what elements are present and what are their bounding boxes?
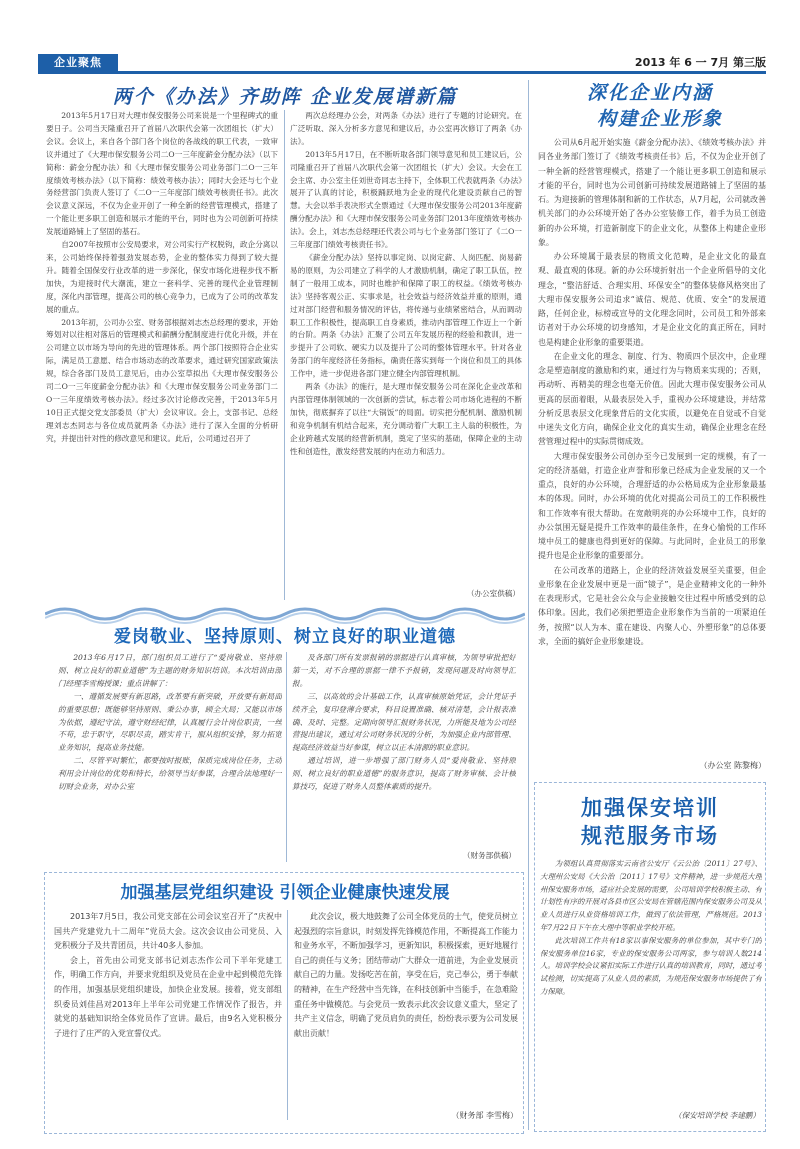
article1-col1-paragraph: 2013年初，公司办公室、财务部根据刘志杰总经理的要求，开始筹划对以往相对落后的管理模式和薪酬分配制度进行优化升级，并在公司建立以市场为导向的先进的管理体系。两个部门按照符合企业实际，满足员工意愿、结合市场动态的改革要求，通过研究国家政策法规，综合各部门及员工意见后，由办公室草拟出《大理市保安服务公司二O一三年度薪金分配办法》和《大理市保安服务公司业务部门二O一三年度绩效考核办法》。经过多次讨论修改完善，于2013年5月10日正式提交党支部委员（扩大）会议审议。会上，支部书记、总经理刘志杰同志与各位成员就两条《办法》进行了深入全面的分析研究，并提出针对性的修改意见和建议。此后，公司通过召开了	[46, 317, 278, 443]
article1-title: 两个《办法》齐助阵 企业发展谱新篇	[112, 86, 458, 108]
section-tag: 企业聚焦	[38, 54, 118, 72]
wave-divider	[45, 600, 525, 624]
article5-paragraph: 此次培训工作共有18家以事保安服务的单位参加，其中专门的保安服务单位16家，专业的保安服务公司两家，参与培训人数214人。培训学校会议紧扣实际工作进行认真的培训教育，同时，通过考试检测，切实提高了从业人员的素质，为规范保安服务市场提供了有力保障。	[540, 935, 762, 996]
article2-col1-paragraph: 一、遵循发展要有新思路，改革要有新突破，开放要有新局面的重要思想；既能够坚持原则、秉公办事，顾全大局；又能以市场为依据，遵纪守法，遵守财经纪律，认真履行会计岗位职责，一丝不苟，忠于职守，尽职尽责，踏实肯干，服从组织安排，努力拓宽业务知识，提高业务技能。	[58, 691, 282, 753]
article1-col2	[290, 110, 522, 590]
article4-title-line2: 构建企业形象	[596, 108, 723, 130]
article4-paragraph: 大理市保安服务公司创办至今已发展到一定的规模，有了一定的经济基础，打造企业声誉和形象已经成为企业发展的又一个重点，良好的办公环境，合理舒适的办公格局成为企业形象最基本的体现。同时，办公环境的优化对提高公司员工的工作积极性和工作效率有很大帮助。在宽敞明亮的办公环境中工作，良好的办公氛围无疑是提升工作效率的最佳条件，在身心愉悦的工作环境中员工的健康也得到更好的保障。与此同时，企业员工的形象提升也是企业形象的重要部分。	[538, 451, 766, 561]
article1-col2-paragraph: 2013年5月17日，在不断听取各部门领导意见和员工建议后，公司隆重召开了首届八次职代会第一次团组长（扩大）会议。大会在工会主席、办公室主任刘世奇同志主持下，全体职工代表就两条《办法》展开了认真的讨论，积极踊跃地为企业的现代化建设贡献自己的智慧。大会以举手表决形式全票通过《大理市保安服务公司2013年度薪酬分配办法》和《大理市保安服务公司业务部门2013年度绩效考核办法》。会上，刘志杰总经理还代表公司与七个业务部门签订了《二O一三年度部门绩效考核责任书》。	[290, 149, 522, 250]
column-divider	[284, 110, 285, 600]
issue-date: 2013 年 6 一 7月 第三版	[634, 56, 766, 69]
article4-paragraph: 公司从6月起开始实施《薪金分配办法》、《绩效考核办法》并同各业务部门签订了《绩效考核责任书》后，不仅为企业开创了一种全新的经营管理模式，搭建了一个能让更多职工创造和展示才能的平台，同时也为公司创新可持续发展道路铺上了坚固的基石。为迎接新的管理体制和新的工作状态，从7月起，公司就改善机关部门的办公环境开始了各办公室装修工作，着手为员工创造新的办公环境，打造新制度下的企业文化，从整体上构建企业形象。	[538, 138, 766, 247]
article4-paragraph: 在企业文化的理念、制度、行为、物质四个层次中，企业理念是塑造制度的激励和约束，通过行为与物质来实现的；否则，再动听、再精美的理念也毫无价值。因此大理市保安服务公司从更高的层面着眼，从最表层处入手，重视办公环境建设，并结常分析反思表层文化现象背后的文化实质，以避免在自觉或不自觉中迷失文化方向，确保企业文化的真实生动，确保企业理念在经营管理过程中的实际贯彻成效。	[538, 351, 766, 447]
article3-col1-paragraph: 会上，首先由公司党支部书记刘志杰作公司下半年党建工作，明确工作方向，并要求党组织及党员在企业中起到模范先锋的作用，加强基层党组织建设，加快企业发展。接着，党支部组织委员刘佳昌对2013年上半年公司党建工作情况作了报告，并就党的基础知识给全体党员作了宣讲。最后，由9名入党积极分子进行了庄严的入党宣誓仪式。	[54, 955, 282, 1038]
article2-byline: （财务部供稿）	[462, 851, 516, 860]
article1-byline: （办公室供稿）	[466, 589, 520, 598]
article5-title-line1: 加强保安培训	[581, 796, 719, 820]
article5-paragraph: 为领组认真贯彻落实云南省公安厅《云公治〔2011〕27号》、大理州公安局《大公治〔2011〕17号》文件精神，进一步规范大理州保安服务市场，适应社会发展的需要，公司培训学校积极主动、有计划性有序的开展对各县市区公安局在管辖范围内保安服务公司及从业人员进行从业资格培训工作，做到了依法管理，严格规范。2013年7月22日下午在大理中等职业学校开班。	[540, 859, 762, 932]
article1-col2-paragraph: 《薪金分配办法》坚持以事定岗、以岗定薪、人岗匹配、岗易薪易的原则，为公司建立了科学的人才激励机制，确定了职工队伍，控制了一般用工成本，同时也维护和保障了职工的权益。《绩效考核办法》坚持客观公正、实事求是，社会效益与经济效益并重的原则，通过对部门经营和服务情况的评估，将传递与业绩紧密结合，从而调动职工工作积极性，提高职工自身素质，推动内部管理工作迈上一个新的台阶。两条《办法》汇聚了公司五年发展历程的经验和教训，进一步提升了公司软、硬实力以及提升了公司的整体管理水平。针对各业务部门的年度经济任务指标，确责任落实到每一个岗位和员工的具体工作中，进一步促进各部门建立健全内部管理机制。	[290, 252, 522, 379]
article1-col1-paragraph: 2013年5月17日对大理市保安服务公司来说是一个里程碑式的重要日子。公司当天隆重召开了首届八次职代会第一次团组长（扩大）会议。会议上，来自各个部门各个岗位的各战线的职工代表，一致审议并通过了《大理市保安服务公司二O一三年度薪金分配办法》（以下简称：薪金分配办法）和《大理市保安服务公司业务部门二O一三年度绩效考核办法》（以下简称：绩效考核办法）；同时大会还与七个业务经营部门负责人签订了《二O一三年度部门绩效考核责任书》。此次会议意义深远，不仅为企业开创了一种全新的经营管理模式，搭建了一个能让更多职工创造和展示才能的平台，同时也为公司创新可持续发展道路铺上了坚固的基石。	[46, 111, 278, 237]
article4-paragraph: 办公环境属于最表层的物质文化范畴，是企业文化的最直观、最直观的体现。新的办公环境折射出一个企业所倡导的文化理念，“整洁舒适、合理实用、环保安全”的整体装修风格突出了大理市保安服务公司追求“诚信、规范、优质、安全”的发展道路，任何企业，标榜或宣导的文化理念同时，公司员工和外部来访者对于办公环境的切身感知，才是企业文化的真正所在，同时也是构建企业形象的重要渠道。	[538, 252, 766, 347]
article3-title: 加强基层党组织建设 引领企业健康快速发展	[120, 883, 450, 903]
article3-col2	[294, 910, 518, 1106]
article4-byline: （办公室 陈黎梅）	[699, 761, 766, 770]
article2-title: 爱岗敬业、坚持原则、树立良好的职业道德	[114, 627, 456, 647]
article1-col2-paragraph: 两次总经理办公会，对两条《办法》进行了专题的讨论研究。在广泛听取、深入分析多方意见和建议后，办公室再次修订了两条《办法》。	[290, 111, 522, 146]
article3-col1	[54, 910, 282, 1120]
article2-col2-paragraph: 及各部门所有发票报销的票据进行认真审核，为领导审批把好第一关，对不合理的票据一律不予报销，发现问题及时向领导汇报。	[292, 653, 516, 688]
column-divider	[528, 80, 529, 1130]
article2-col1-paragraph: 2013年6月17日，部门组织员工进行了“爱岗敬业、坚持原则、树立良好的职业道德”为主题的财务知识培训。本次培训由部门经理李雪梅授课；重点讲解了：	[58, 653, 282, 688]
article2-col2-paragraph: 通过培训，进一步增强了部门财务人员“爱岗敬业、坚持原则、树立良好的职业道德”的服务意识，提高了财务审核、会计核算技巧，促进了财务人员整体素质的提升。	[292, 756, 516, 792]
article5-byline: （保安培训学校 李建鹏）	[674, 1111, 760, 1120]
article3-byline: （财务部 李雪梅）	[451, 1111, 518, 1120]
column-divider	[287, 910, 288, 1120]
article1-col1	[46, 110, 278, 600]
column-divider	[286, 652, 287, 862]
article1-col1-paragraph: 自2007年按照市公安局要求，对公司实行产权脱钩，政企分离以来，公司始终保持着强劲发展态势，企业的整体实力得到了较大提升。随着全国保安行业改革的进一步深化，保安市场化进程步伐不断加快，为迎接时代大潮流，建立一套科学、完善的现代企业管理制度，深化内部管理，提高公司的核心竞争力，已成为了公司的改革发展的重点。	[46, 240, 278, 314]
article2-col1-paragraph: 二、尽管平时繁忙，都要按时报账，保质完成岗位任务，主动利用会计岗位的优势和特长，给领导当好参谋，合理合法地理好一切财会业务，对办公室	[58, 756, 282, 792]
article4-body	[538, 136, 766, 748]
article4-title-line1: 深化企业内涵	[586, 82, 713, 104]
page-header	[38, 52, 766, 74]
article5-title-line2: 规范服务市场	[581, 824, 719, 848]
article2-col2-paragraph: 三、以高效的会计基础工作，认真审核原始凭证，会计凭证手续齐全，复印登薄合要求，科目设置准确、核对清楚，会计报表准确、及时、完整。定期向领导汇报财务状况，力所能及地为公司经营提出建议，通过对公司财务状况的分析，为加强企业内部管理、提高经济效益当好参谋，树立以正本清源的职业意识。	[292, 691, 516, 753]
article4-paragraph: 在公司改革的道路上，企业的经济效益发展至关重要，但企业形象在企业发展中更是一面“镜子”，是企业精神文化的一种外在表现形式，它是社会公众与企业接触交往过程中所感受到的总体印象。因此，我们必须把塑造企业形象作为当前的一项紧迫任务，按照“以人为本、重在建设、内聚人心、外塑形象”的总体要求，全面的搞好企业形象建设。	[538, 565, 766, 646]
article2-col1	[58, 652, 282, 864]
article3-col2-paragraph: 此次会议，极大地鼓舞了公司全体党员的士气，使党员树立起强烈的宗旨意识，时刻发挥先锋模范作用，不断提高工作能力和业务水平，不断加强学习，更新知识，积极探索，更好地履行自己的责任与义务；团结带动广大群众一道前进，为企业发展贡献自己的力量。发扬吃苦在前，享受在后，克己奉公，勇于奉献的精神，在生产经营中当先锋，在科技创新中当能手，在急难险重任务中做模范。与会党员一致表示此次会议意义重大，坚定了共产主义信念，明确了党员肩负的责任，纷纷表示要为公司发展献出贡献！	[294, 912, 518, 1038]
article5-body	[540, 858, 762, 1108]
article3-col1-paragraph: 2013年7月5日，我公司党支部在公司会议室召开了“庆祝中国共产党建党九十二周年”党员大会。这次会议由公司党员、入党积极分子及共青团员，共计40多人参加。	[54, 912, 282, 951]
article1-col2-paragraph: 两条《办法》的施行，是大理市保安服务公司在深化企业改革和内部管理体制领域的一次创新的尝试，标志着公司市场化进程的不断加快，彻底摒弃了以往“大锅饭”的局面。切实把分配机制、激励机制和竞争机制有机结合起来，充分调动着广大职工主人翁的积极性，为企业跨越式发展的经营新机制，奠定了坚实的基础，保障企业的主动性和创造性，激发经营发展的内在动力和活力。	[290, 382, 522, 456]
article2-col2	[292, 652, 516, 848]
